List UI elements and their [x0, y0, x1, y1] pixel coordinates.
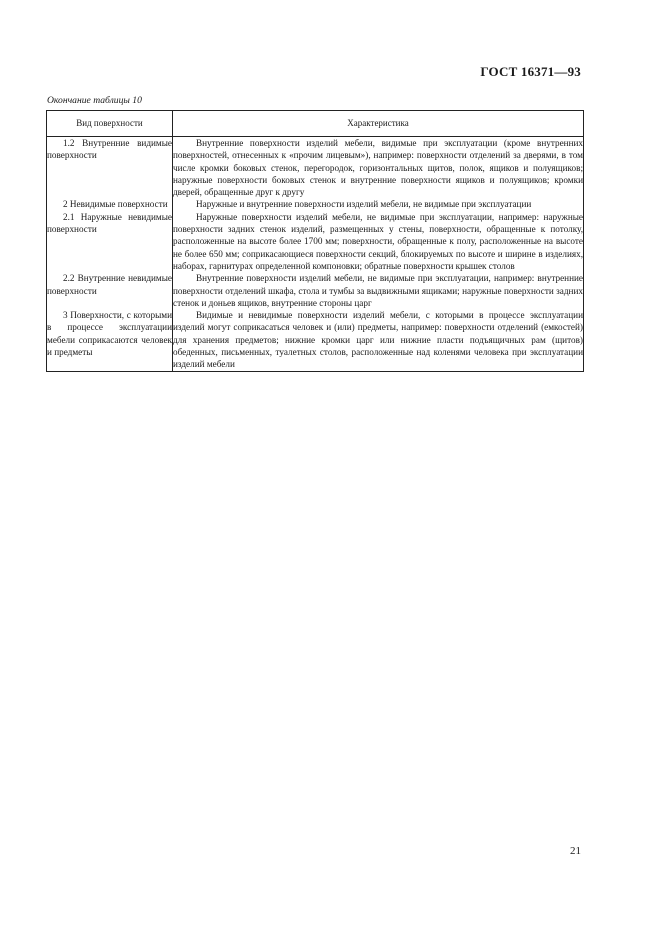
- table-row: [47, 211, 584, 272]
- surface-kind-text: 2 Невидимые поверхности: [63, 199, 168, 210]
- document-code: ГОСТ 16371—93: [480, 64, 581, 79]
- column-header-kind: Вид поверхности: [47, 111, 173, 137]
- surface-description-cell: Наружные и внутренние поверхности изделий мебели, не видимые при эксплуатации: [173, 198, 584, 210]
- page-number: 21: [570, 845, 581, 857]
- surface-kind-text: 3 Поверхности, с которыми в процессе эксплуатации мебели соприкасаются человек и предметы: [47, 310, 172, 358]
- table-caption: Окончание таблицы 10: [47, 95, 142, 106]
- surface-kind-cell: [47, 198, 173, 210]
- surface-description-cell: Внутренние поверхности изделий мебели, не видимые при эксплуатации, например: внутренние поверхности отделений шкафа, стола и тумбы за выдвижными ящиками; наружные поверхности задних стенок и доньев ящиков, внутренние стороны царг: [173, 273, 583, 308]
- table-header-row: [47, 111, 584, 137]
- surface-kind-cell: [47, 137, 173, 199]
- surface-description-cell: Наружные поверхности изделий мебели, не видимые при эксплуатации, например: наружные поверхности задних стенок изделий, размещенных у стены, поверхности, обращенные к потолку, расположенные на высоте более 1700 мм; поверхности, обращенные к полу, расположенные на высоте не более 650 мм; соприкасающиеся поверхности секций, блокируемых по высоте и ширине в изделиях, наборах, гарнитурах определенной компоновки; обратные поверхности крышек столов: [173, 211, 583, 271]
- table-row: [47, 272, 584, 309]
- surface-description-cell: Видимые и невидимые поверхности изделий мебели, с которыми в процессе эксплуатации изделий могут соприкасаться человек и (или) предметы, например: поверхности отделений (емкостей) для хранения предметов; нижние кромки царг или нижние пласти подъящичных рам (щитов) обеденных, письменных, туалетных столов, расположенные над коленями человека при эксплуатации изделий мебели: [173, 310, 583, 370]
- surface-kind-text: 2.2 Внутренние невидимые поверхности: [47, 273, 172, 296]
- table-row: [47, 137, 584, 199]
- table-row: [47, 309, 584, 371]
- surface-kind-cell: [47, 309, 173, 371]
- column-header-description: Характеристика: [173, 111, 584, 137]
- surface-kind-text: 2.1 Наружные невидимые поверхности: [47, 211, 172, 235]
- surface-kind-cell: [47, 272, 173, 309]
- surface-kind-cell: [47, 211, 173, 272]
- surface-types-table: [46, 110, 584, 372]
- surface-kind-text: 1.2 Внутренние видимые поверхности: [47, 138, 172, 161]
- table-row: [47, 198, 584, 210]
- surface-description-cell: Внутренние поверхности изделий мебели, видимые при эксплуатации (кроме внутренних поверхностей, отнесенных к «прочим лицевым»), например: поверхности отделений за дверями, в том числе кромки боковых стенок, перегородок, горизонтальных щитов, полок, ящиков и полуящиков; наружные поверхности боковых стенок и внутренние поверхности ящиков и полуящиков; кромки дверей, обращенные друг к другу: [173, 138, 583, 198]
